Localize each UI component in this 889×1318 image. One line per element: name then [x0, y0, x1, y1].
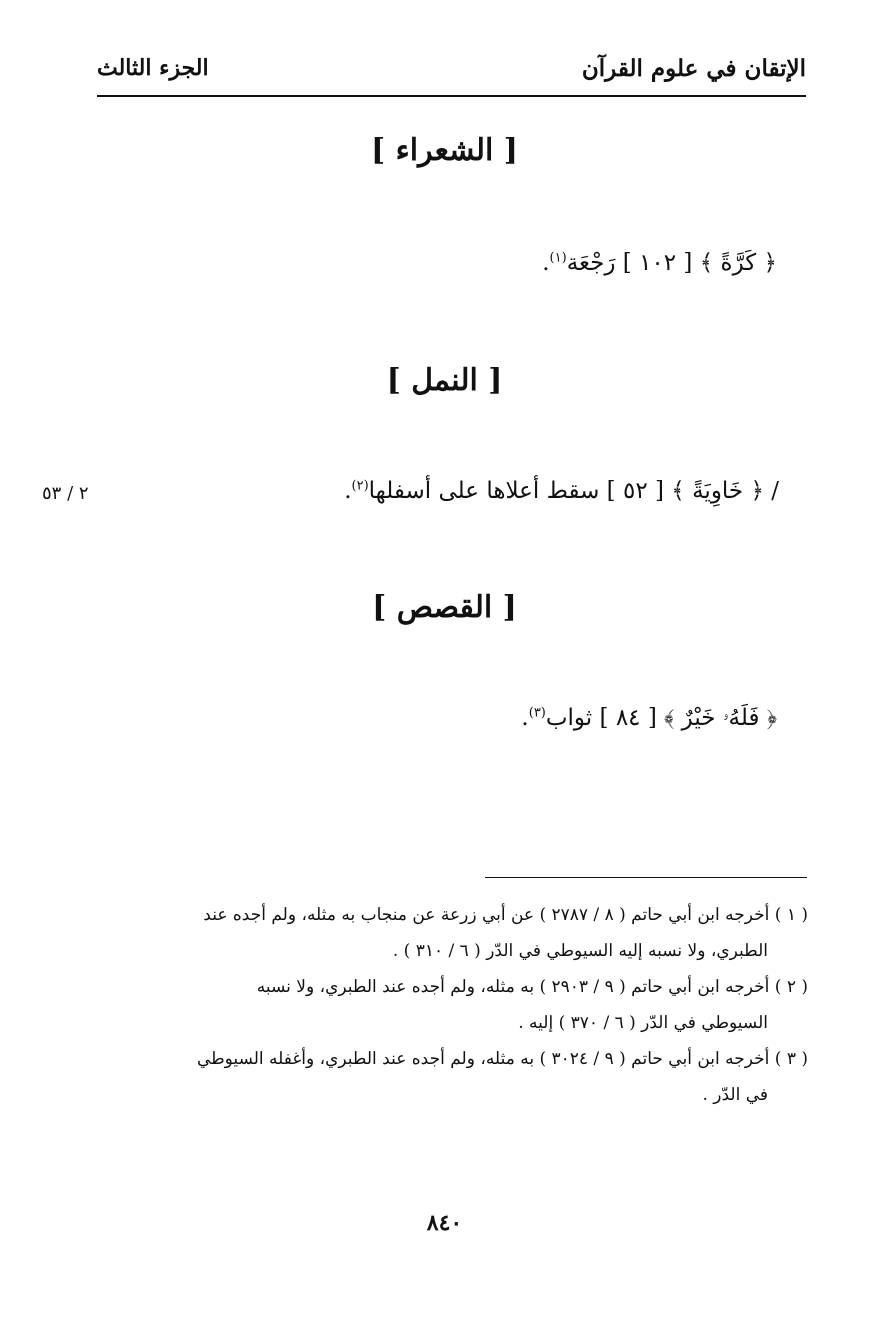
entry-qasas — [521, 705, 777, 731]
quranic-word: ﴿ فَلَهُۥ خَيْرٌ ﴾ — [664, 705, 777, 731]
section-heading-shuara: [ الشعراء ] — [371, 133, 518, 168]
verse-number: [ ٥٢ ] — [606, 478, 664, 504]
section-heading-qasas: [ القصص ] — [372, 590, 517, 625]
quranic-word: ﴿ كَرَّةً ﴾ — [699, 250, 777, 276]
footnote-line: ( ١ ) أخرجه ابن أبي حاتم ( ٨ / ٢٧٨٧ ) عن أبي زرعة عن منجاب به مثله، ولم أجده عند — [203, 905, 808, 925]
footnote-line: في الدّر . — [702, 1085, 768, 1105]
meaning: رَجْعَة — [566, 250, 616, 276]
book-title: الإتقان في علوم القرآن — [581, 55, 806, 82]
meaning: ثواب — [545, 705, 593, 731]
entry-naml — [344, 478, 779, 504]
verse-number: [ ٨٤ ] — [599, 705, 657, 731]
footnote-line: السيوطي في الدّر ( ٦ / ٣٧٠ ) إليه . — [518, 1013, 768, 1033]
footnote-divider — [485, 877, 807, 878]
quranic-word: ﴿ خَاوِيَةً ﴾ — [671, 478, 764, 504]
margin-page-reference: ٢ / ٥٣ — [42, 483, 89, 504]
section-heading-naml: [ النمل ] — [386, 363, 503, 398]
footnotes — [100, 897, 808, 1113]
entry-end: . — [542, 250, 550, 276]
footnote-3 — [100, 1041, 808, 1113]
meaning: سقط أعلاها على أسفلها — [368, 478, 600, 504]
footnote-line: ( ٣ ) أخرجه ابن أبي حاتم ( ٩ / ٣٠٢٤ ) به مثله، ولم أجده عند الطبري، وأغفله السيوطي — [196, 1049, 808, 1069]
footnote-ref[interactable]: (٢) — [351, 478, 369, 494]
footnote-ref[interactable]: (٣) — [528, 705, 546, 721]
verse-number: [ ١٠٢ ] — [622, 250, 693, 276]
header-divider — [97, 95, 806, 97]
entry-shuara — [542, 250, 777, 276]
entry-end: . — [521, 705, 529, 731]
footnote-1 — [100, 897, 808, 969]
footnote-2 — [100, 969, 808, 1041]
entry-end: . — [344, 478, 352, 504]
page-number: ٨٤٠ — [426, 1210, 463, 1236]
page-break-marker: / — [771, 478, 779, 504]
volume-label: الجزء الثالث — [97, 55, 209, 81]
footnote-ref[interactable]: (١) — [549, 250, 567, 266]
footnote-line: الطبري، ولا نسبه إليه السيوطي في الدّر ( ٦ / ٣١٠ ) . — [392, 941, 768, 961]
footnote-line: ( ٢ ) أخرجه ابن أبي حاتم ( ٩ / ٢٩٠٣ ) به مثله، ولم أجده عند الطبري، ولا نسبه — [256, 977, 808, 997]
